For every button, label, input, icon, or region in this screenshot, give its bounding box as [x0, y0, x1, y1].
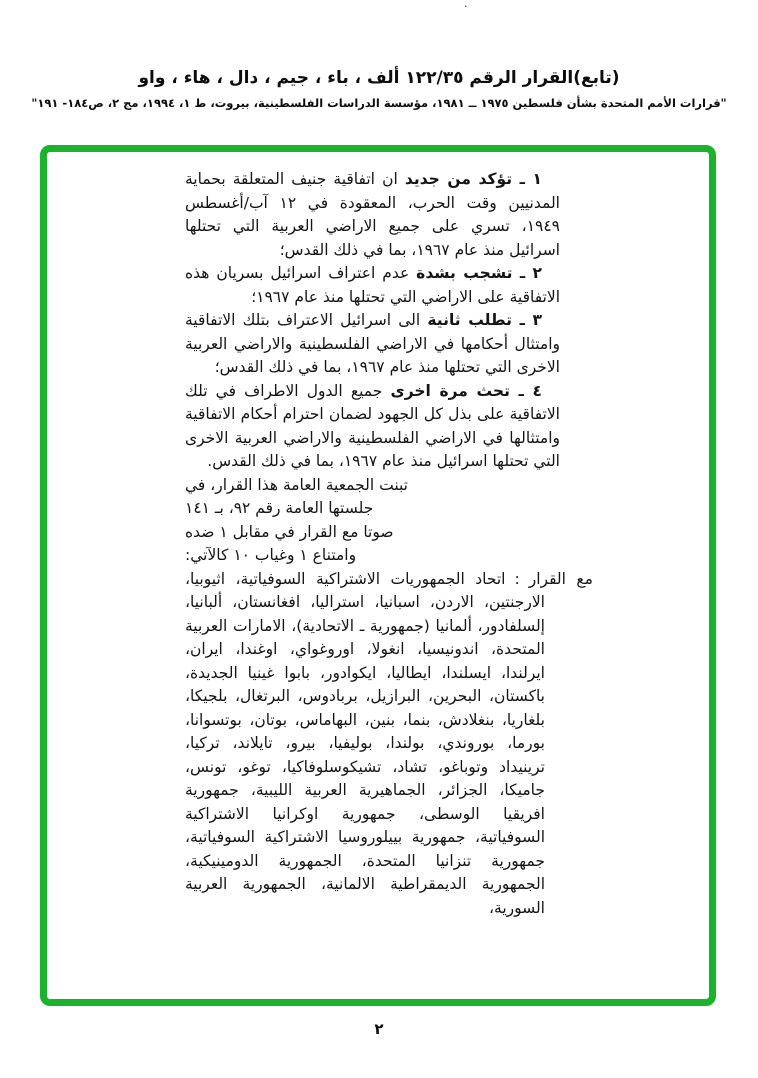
paragraph-1-lead: ١ ـ تؤكد من جديد: [404, 170, 542, 188]
paragraph-3-text: الى اسرائيل الاعتراف بتلك الاتفاقية وامتثال أحكامها في الاراضي الفلسطينية والاراضي العربية الاخرى التي تحتلها منذ عام ١٩٦٧، بما في ذلك القدس؛: [185, 311, 560, 376]
vote-separator: :: [514, 569, 520, 588]
resolution-title: (تابع)القرار الرقم ١٢٢/٣٥ ألف ، باء ، جيم ، دال ، هاء ، واو: [138, 68, 620, 88]
scan-artifact-dot: ·: [464, 0, 468, 13]
page-header: [0, 68, 758, 110]
paragraph-1-text: ان اتفاقية جنيف المتعلقة بحماية المدنيين وقت الحرب، المعقودة في ١٢ آب/أغسطس ١٩٤٩، تسري على جميع الاراضي العربية التي تحتلها اسرائيل منذ عام ١٩٦٧، بما في ذلك القدس؛: [185, 170, 560, 259]
paragraph-4-lead: ٤ ـ تحث مرة اخرى: [390, 381, 542, 400]
adoption-note-line: جلستها العامة رقم ٩٢، بـ ١٤١: [185, 499, 374, 517]
resolution-paragraph-3: [185, 309, 560, 380]
resolution-paragraph-4: [185, 380, 560, 474]
vote-countries: اتحاد الجمهوريات الاشتراكية السوفياتية، اثيوبيا، الارجنتين، الاردن، اسبانيا، استراليا، افغانستان، ألبانيا، إلسلفادور، ألمانيا (جمهورية ـ الاتحادية)، الامارات العربية المتحدة، اندونيسيا، انغولا، اوروغواي، اوغندا، ايران، ايرلندا، ايسلندا، ايطاليا، ايكوادور، بابوا غينيا الجديدة، باكستان، البحرين، البرازيل، بربادوس، البرتغال، بلجيكا، بلغاريا، بنغلادش، بنما، بنين، البهاماس، بوتان، بوتسوانا، بورما، بوروندي، بولندا، بوليفيا، بيرو، تايلاند، تركيا، ترينيداد وتوباغو، تشاد، تشيكوسلوفاكيا، توغو، تونس، جاميكا، الجزائر، الجماهيرية العربية الليبية، جمهورية افريقيا الوسطى، جمهورية اوكرانيا الاشتراكية السوفياتية، جمهورية بييلوروسيا الاشتراكية السوفياتية، جمهورية تنزانيا المتحدة، الجمهورية الدومينيكية، الجمهورية الديمقراطية الالمانية، الجمهورية العربية السورية،: [185, 569, 545, 917]
adoption-note-line: وامتناع ١ وغياب ١٠ كالآتي:: [185, 546, 357, 564]
source-citation: "قرارات الأمم المتحدة بشأن فلسطين ١٩٧٥ ــ ١٩٨١، مؤسسة الدراسات الفلسطينية، بيروت، ط ١، ١٩٩٤، مج ٢، ص١٨٤- ١٩١": [31, 96, 727, 110]
paragraph-2-lead: ٢ ـ تشجب بشدة: [416, 264, 542, 282]
paragraph-2-text: عدم اعتراف اسرائيل بسريان هذه الاتفاقية على الاراضي التي تحتلها منذ عام ١٩٦٧؛: [185, 264, 560, 306]
resolution-body: [185, 168, 593, 920]
adoption-note: [185, 474, 593, 568]
adoption-note-line: صوتا مع القرار في مقابل ١ ضده: [185, 522, 394, 541]
vote-record: [185, 568, 593, 921]
adoption-note-line: تبنت الجمعية العامة هذا القرار، في: [185, 475, 408, 494]
paragraph-3-lead: ٣ ـ تطلب ثانية: [427, 311, 542, 329]
vote-label: مع القرار: [528, 569, 593, 588]
resolution-paragraph-2: [185, 262, 560, 309]
page-number: ٢: [374, 1020, 384, 1038]
paragraph-4-text: جميع الدول الاطراف في تلك الاتفاقية على بذل كل الجهود لضمان احترام أحكام الاتفاقية وامتثالها في الاراضي الفلسطينية والاراضي العربية الاخرى التي تحتلها اسرائيل منذ عام ١٩٦٧، بما في ذلك القدس.: [185, 381, 560, 470]
resolution-paragraph-1: [185, 168, 560, 262]
